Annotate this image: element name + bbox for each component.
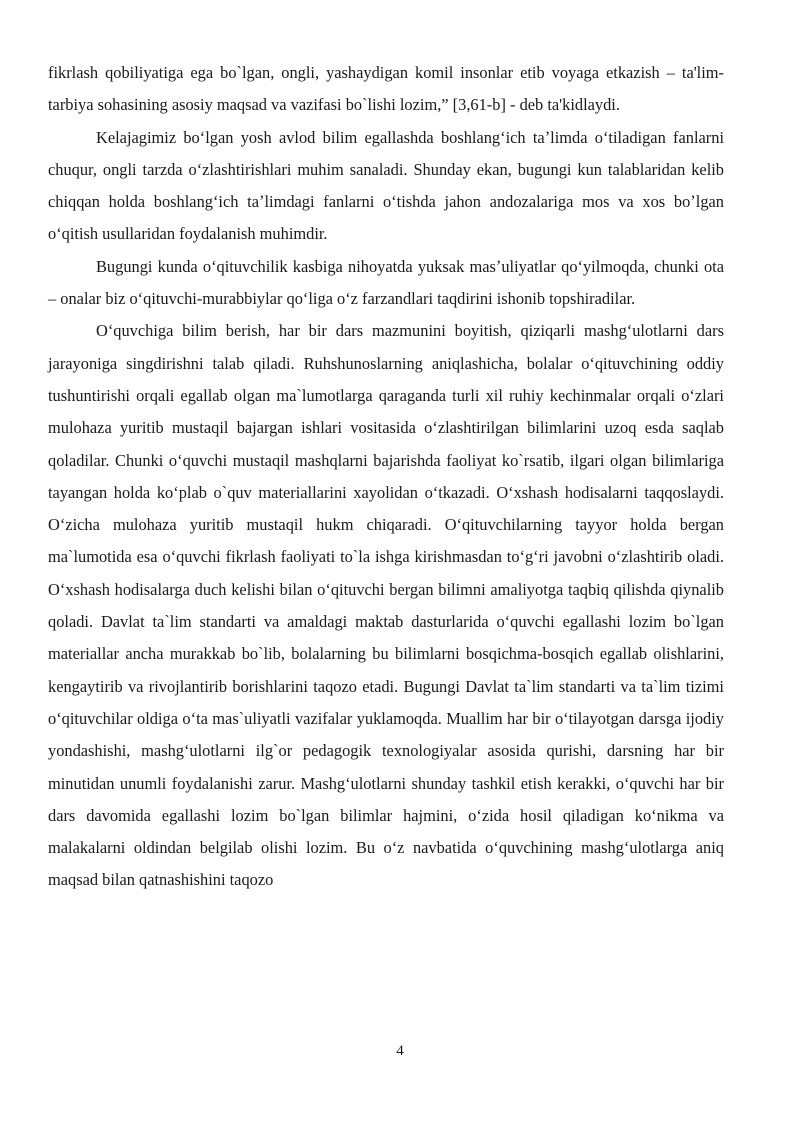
paragraph-student-knowledge: Oʻquvchiga bilim berish, har bir dars mazmunini boyitish, qiziqarli mashgʻulotlarni dars jarayoniga singdirishni talab qiladi. Ruhshunoslarning aniqlashicha, bolalar oʻqituvchining oddiy tushuntirishi orqali egallab olgan ma`lumotlarga qaraganda turli xil ruhiy kechinmalar orqali oʻzlari mulohaza yuritib mustaqil bajargan ishlari vositasida oʻzlashtirilgan bilimlarini uzoq esda saqlab qoladilar. Chunki oʻquvchi mustaqil mashqlarni bajarishda faoliyat ko`rsatib, ilgari olgan bilimlariga tayangan holda koʻplab o`quv materiallarini xayolidan oʻtkazadi. Oʻxshash hodisalarni taqqoslaydi. Oʻzicha mulohaza yuritib mustaqil hukm chiqaradi. Oʻqituvchilarning tayyor holda bergan ma`lumotida esa oʻquvchi fikrlash faoliyati to`la ishga kirishmasdan toʻgʻri javobni oʻzlashtirib oladi. Oʻxshash hodisalarga duch kelishi bilan oʻqituvchi bergan bilimni amaliyotga taqbiq qilishda qiynalib qoladi. Davlat ta`lim standarti va amaldagi maktab dasturlarida oʻquvchi egallashi lozim bo`lgan materiallar ancha murakkab bo`lib, bolalarning bu bilimlarni bosqichma-bosqich egallab olishlarini, kengaytirib va rivojlantirib borishlarini taqozo etadi. Bugungi Davlat ta`lim standarti va ta`lim tizimi oʻqituvchilar oldiga oʻta mas`uliyatli vazifalar yuklamoqda. Muallim har bir oʻtilayotgan darsga ijodiy yondashishi, mashgʻulotlarni ilg`or pedagogik texnologiyalar asosida qurishi, darsning har bir minutidan unumli foydalanishi zarur. Mashgʻulotlarni shunday tashkil etish kerakki, oʻquvchi har bir dars davomida egallashi lozim bo`lgan bilimlar hajmini, oʻzida hosil qiladigan koʻnikma va malakalarni oldindan belgilab olishi lozim. Bu oʻz navbatida oʻquvchining mashgʻulotlarga aniq maqsad bilan qatnashishini taqozo	[48, 321, 724, 890]
paragraph-continuation: fikrlash qobiliyatiga ega bo`lgan, ongli, yashaydigan komil insonlar etib voyaga etkazish – ta'lim-tarbiya sohasining asosiy maqsad va vazifasi bo`lishi lozim,” [3,61-b] - deb ta'kidlaydi.	[48, 63, 724, 115]
document-body	[48, 57, 724, 897]
paragraph-teacher-responsibility: Bugungi kunda oʻqituvchilik kasbiga nihoyatda yuksak masʼuliyatlar qoʻyilmoqda, chunki ota – onalar biz oʻqituvchi-murabbiylar qoʻliga oʻz farzandlari taqdirini ishonib topshiradilar.	[48, 256, 724, 309]
page-number: 4	[396, 1043, 404, 1059]
paragraph-future-generation: Kelajagimiz boʻlgan yosh avlod bilim egallashda boshlangʻich taʼlimda oʻtiladigan fanlarni chuqur, ongli tarzda oʻzlashtirishlari muhim sanaladi. Shunday ekan, bugungi kun talablaridan kelib chiqqan holda boshlangʻich taʼlimdagi fanlarni oʻtishda jahon andozalariga mos va xos boʼlgan oʻqitish usullaridan foydalanish muhimdir.	[48, 127, 724, 244]
